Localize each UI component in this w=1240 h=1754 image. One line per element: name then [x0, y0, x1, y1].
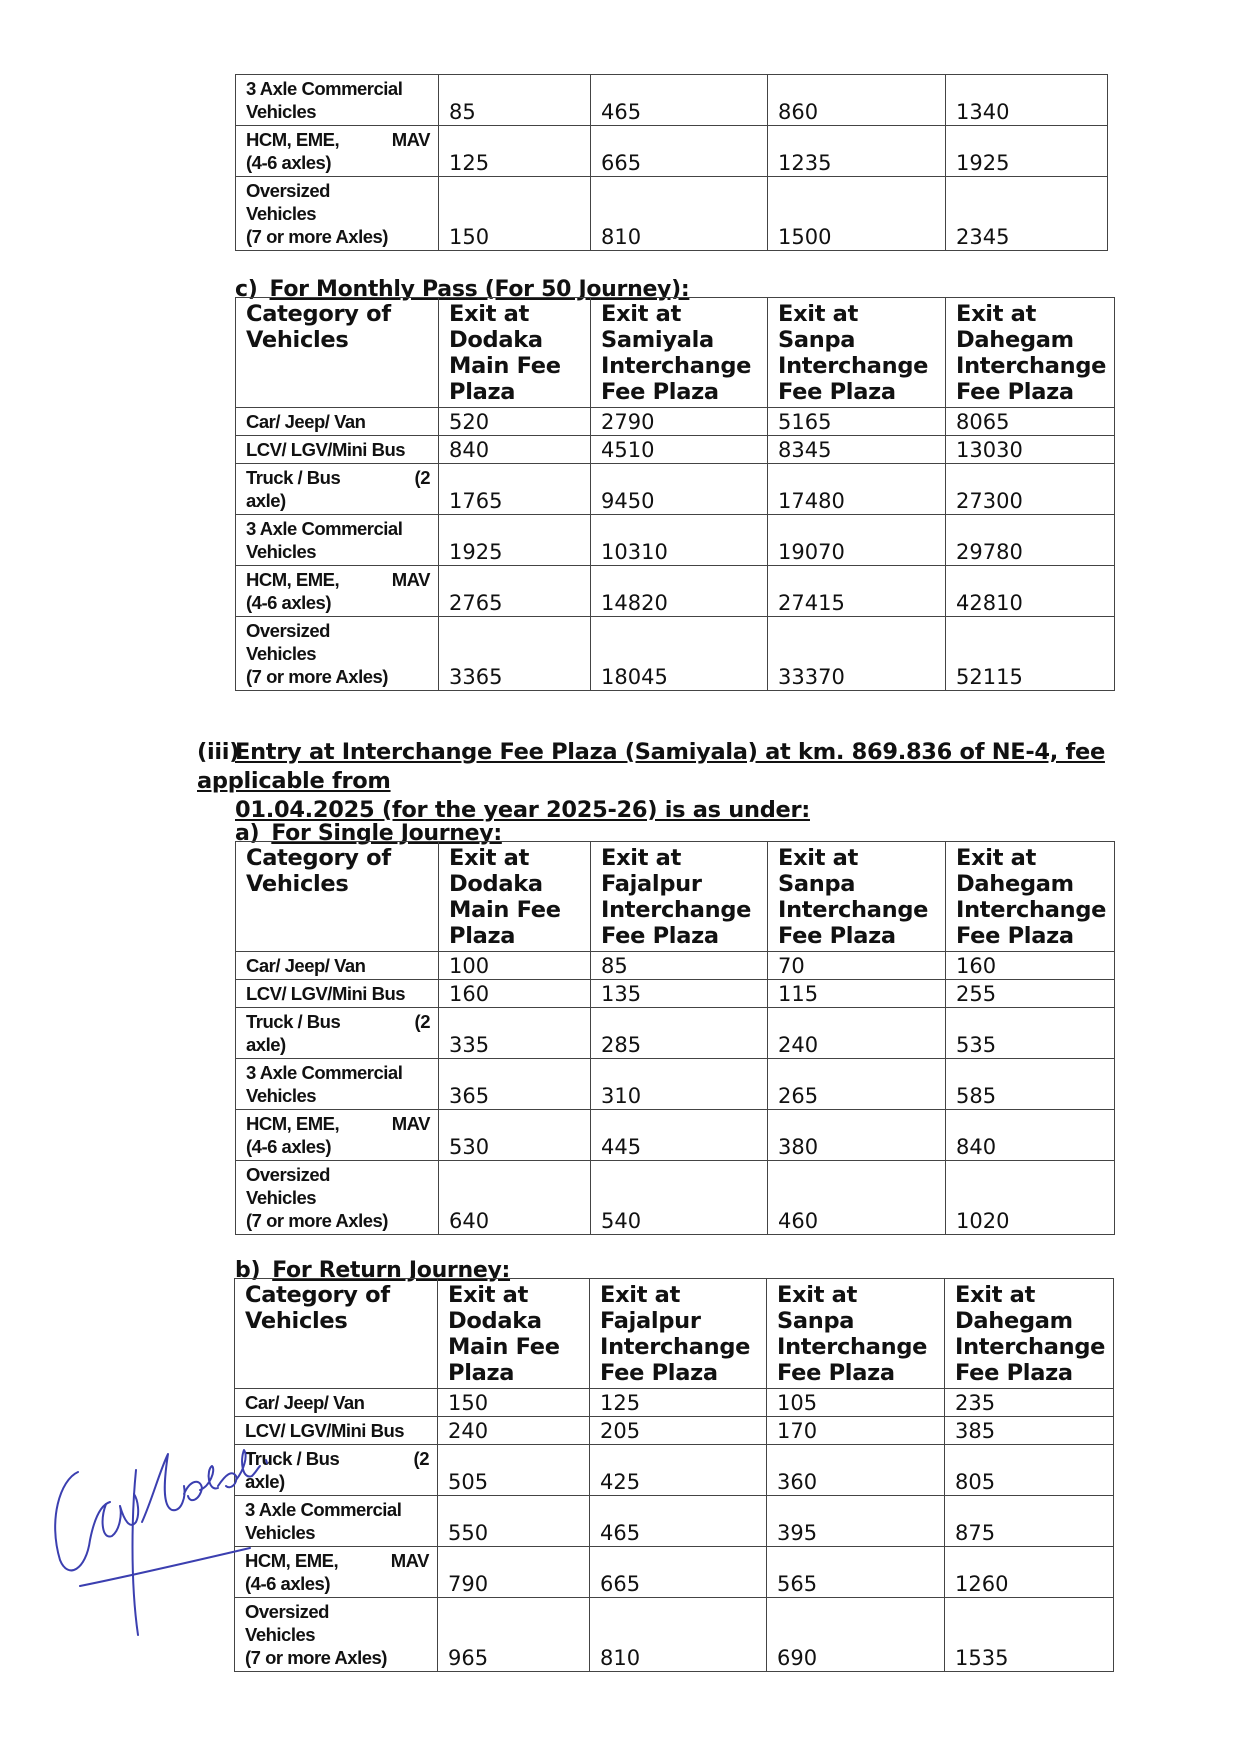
fee-cell: 385: [945, 1417, 1114, 1445]
fee-cell: 810: [590, 1598, 767, 1672]
table-row: [236, 515, 1115, 566]
header-dahegam: Exit at Dahegam Interchange Fee Plaza: [946, 842, 1115, 952]
fee-cell: 1500: [768, 177, 946, 251]
fee-cell: 5165: [768, 408, 946, 436]
fee-cell: 150: [438, 1389, 590, 1417]
fee-cell: 550: [438, 1496, 590, 1547]
fee-cell: 465: [591, 75, 768, 126]
header-sanpa: Exit at Sanpa Interchange Fee Plaza: [768, 842, 946, 952]
fee-cell: 535: [946, 1008, 1115, 1059]
fee-cell: 115: [768, 980, 946, 1008]
category-cell: Truck / Bus (2 axle): [236, 464, 439, 515]
header-fajalpur: Exit at Fajalpur Interchange Fee Plaza: [591, 842, 768, 952]
category-cell: Car/ Jeep/ Van: [236, 408, 439, 436]
section-a-heading: a) For Single Journey:: [235, 821, 502, 846]
fee-cell: 265: [768, 1059, 946, 1110]
fee-cell: 585: [946, 1059, 1115, 1110]
table-row: [235, 1417, 1114, 1445]
fee-cell: 17480: [768, 464, 946, 515]
category-cell: HCM, EME, MAV (4-6 axles): [236, 1110, 439, 1161]
fee-cell: 18045: [591, 617, 768, 691]
fee-cell: 690: [767, 1598, 945, 1672]
fee-cell: 3365: [439, 617, 591, 691]
fee-cell: 150: [439, 177, 591, 251]
fee-cell: 85: [439, 75, 591, 126]
category-cell: Oversized Vehicles (7 or more Axles): [236, 1161, 439, 1235]
fee-table-continued: [235, 74, 1108, 251]
section-b-heading: b) For Return Journey:: [235, 1258, 511, 1283]
category-cell: Oversized Vehicles (7 or more Axles): [236, 617, 439, 691]
fee-cell: 14820: [591, 566, 768, 617]
table-header-row: [235, 1279, 1114, 1389]
header-dodaka: Exit at Dodaka Main Fee Plaza: [439, 298, 591, 408]
category-cell: Truck / Bus (2 axle): [236, 1008, 439, 1059]
category-cell: Oversized Vehicles (7 or more Axles): [236, 177, 439, 251]
fee-cell: 805: [945, 1445, 1114, 1496]
fee-cell: 840: [946, 1110, 1115, 1161]
header-fajalpur: Exit at Fajalpur Interchange Fee Plaza: [590, 1279, 767, 1389]
fee-cell: 2345: [946, 177, 1108, 251]
fee-cell: 840: [439, 436, 591, 464]
fee-cell: 27300: [946, 464, 1115, 515]
table-row: [236, 1161, 1115, 1235]
table-row: [236, 75, 1108, 126]
fee-cell: 1925: [946, 126, 1108, 177]
fee-cell: 445: [591, 1110, 768, 1161]
header-sanpa: Exit at Sanpa Interchange Fee Plaza: [768, 298, 946, 408]
fee-cell: 520: [439, 408, 591, 436]
table-row: [236, 617, 1115, 691]
table-header-row: [236, 842, 1115, 952]
table-row: [235, 1445, 1114, 1496]
fee-cell: 42810: [946, 566, 1115, 617]
header-sanpa: Exit at Sanpa Interchange Fee Plaza: [767, 1279, 945, 1389]
monthly-pass-table: [235, 297, 1115, 691]
section-iii-heading: (iii)Entry at Interchange Fee Plaza (Samiyala) at km. 869.836 of NE-4, fee applicable from 01.04.2025 (for the year 2025-26) is as under:: [197, 739, 1105, 823]
fee-cell: 29780: [946, 515, 1115, 566]
table-row: [236, 1059, 1115, 1110]
fee-cell: 965: [438, 1598, 590, 1672]
signature: [40, 1410, 290, 1640]
table-row: [236, 408, 1115, 436]
category-cell: HCM, EME, MAV (4-6 axles): [235, 1547, 438, 1598]
fee-cell: 240: [768, 1008, 946, 1059]
category-cell: LCV/ LGV/Mini Bus: [235, 1417, 438, 1445]
fee-cell: 310: [591, 1059, 768, 1110]
fee-cell: 565: [767, 1547, 945, 1598]
fee-cell: 875: [945, 1496, 1114, 1547]
fee-cell: 2790: [591, 408, 768, 436]
fee-cell: 255: [946, 980, 1115, 1008]
fee-cell: 160: [439, 980, 591, 1008]
fee-cell: 125: [590, 1389, 767, 1417]
header-samiyala: Exit at Samiyala Interchange Fee Plaza: [591, 298, 768, 408]
fee-cell: 460: [768, 1161, 946, 1235]
fee-cell: 640: [439, 1161, 591, 1235]
fee-cell: 790: [438, 1547, 590, 1598]
fee-cell: 235: [945, 1389, 1114, 1417]
fee-cell: 1535: [945, 1598, 1114, 1672]
fee-cell: 27415: [768, 566, 946, 617]
table-row: [235, 1547, 1114, 1598]
fee-cell: 665: [590, 1547, 767, 1598]
fee-cell: 1765: [439, 464, 591, 515]
header-category: Category of Vehicles: [236, 298, 439, 408]
fee-cell: 1340: [946, 75, 1108, 126]
section-c-heading: c) For Monthly Pass (For 50 Journey):: [235, 277, 690, 302]
fee-cell: 1925: [439, 515, 591, 566]
category-cell: LCV/ LGV/Mini Bus: [236, 980, 439, 1008]
fee-cell: 85: [591, 952, 768, 980]
header-category: Category of Vehicles: [236, 842, 439, 952]
table-row: [236, 177, 1108, 251]
category-cell: HCM, EME, MAV (4-6 axles): [236, 566, 439, 617]
fee-cell: 125: [439, 126, 591, 177]
fee-cell: 8065: [946, 408, 1115, 436]
header-dodaka: Exit at Dodaka Main Fee Plaza: [439, 842, 591, 952]
category-cell: Oversized Vehicles (7 or more Axles): [235, 1598, 438, 1672]
return-journey-table: [234, 1278, 1114, 1672]
fee-cell: 335: [439, 1008, 591, 1059]
fee-cell: 810: [591, 177, 768, 251]
table-row: [235, 1496, 1114, 1547]
fee-cell: 530: [439, 1110, 591, 1161]
category-cell: LCV/ LGV/Mini Bus: [236, 436, 439, 464]
fee-cell: 240: [438, 1417, 590, 1445]
header-dahegam: Exit at Dahegam Interchange Fee Plaza: [946, 298, 1115, 408]
fee-cell: 8345: [768, 436, 946, 464]
category-cell: 3 Axle Commercial Vehicles: [236, 75, 439, 126]
fee-cell: 4510: [591, 436, 768, 464]
fee-cell: 540: [591, 1161, 768, 1235]
fee-cell: 9450: [591, 464, 768, 515]
category-cell: 3 Axle Commercial Vehicles: [235, 1496, 438, 1547]
table-row: [236, 1008, 1115, 1059]
table-row: [235, 1389, 1114, 1417]
header-dahegam: Exit at Dahegam Interchange Fee Plaza: [945, 1279, 1114, 1389]
table-row: [235, 1598, 1114, 1672]
single-journey-table: [235, 841, 1115, 1235]
header-category: Category of Vehicles: [235, 1279, 438, 1389]
table-row: [236, 952, 1115, 980]
fee-cell: 380: [768, 1110, 946, 1161]
category-cell: 3 Axle Commercial Vehicles: [236, 515, 439, 566]
fee-cell: 105: [767, 1389, 945, 1417]
fee-cell: 170: [767, 1417, 945, 1445]
category-cell: 3 Axle Commercial Vehicles: [236, 1059, 439, 1110]
fee-cell: 505: [438, 1445, 590, 1496]
fee-cell: 1235: [768, 126, 946, 177]
category-cell: Truck / Bus (2 axle): [235, 1445, 438, 1496]
fee-cell: 465: [590, 1496, 767, 1547]
table-row: [236, 464, 1115, 515]
table-row: [236, 1110, 1115, 1161]
table-row: [236, 436, 1115, 464]
fee-cell: 860: [768, 75, 946, 126]
fee-cell: 135: [591, 980, 768, 1008]
table-row: [236, 566, 1115, 617]
category-cell: Car/ Jeep/ Van: [235, 1389, 438, 1417]
fee-cell: 33370: [768, 617, 946, 691]
fee-cell: 13030: [946, 436, 1115, 464]
fee-cell: 665: [591, 126, 768, 177]
fee-cell: 205: [590, 1417, 767, 1445]
table-header-row: [236, 298, 1115, 408]
table-row: [236, 126, 1108, 177]
fee-cell: 365: [439, 1059, 591, 1110]
fee-cell: 1260: [945, 1547, 1114, 1598]
fee-cell: 395: [767, 1496, 945, 1547]
fee-cell: 52115: [946, 617, 1115, 691]
fee-cell: 1020: [946, 1161, 1115, 1235]
category-cell: Car/ Jeep/ Van: [236, 952, 439, 980]
fee-cell: 425: [590, 1445, 767, 1496]
header-dodaka: Exit at Dodaka Main Fee Plaza: [438, 1279, 590, 1389]
fee-cell: 160: [946, 952, 1115, 980]
fee-cell: 100: [439, 952, 591, 980]
fee-cell: 19070: [768, 515, 946, 566]
table-row: [236, 980, 1115, 1008]
fee-cell: 10310: [591, 515, 768, 566]
category-cell: HCM, EME, MAV (4-6 axles): [236, 126, 439, 177]
fee-cell: 2765: [439, 566, 591, 617]
fee-cell: 360: [767, 1445, 945, 1496]
fee-cell: 70: [768, 952, 946, 980]
fee-cell: 285: [591, 1008, 768, 1059]
